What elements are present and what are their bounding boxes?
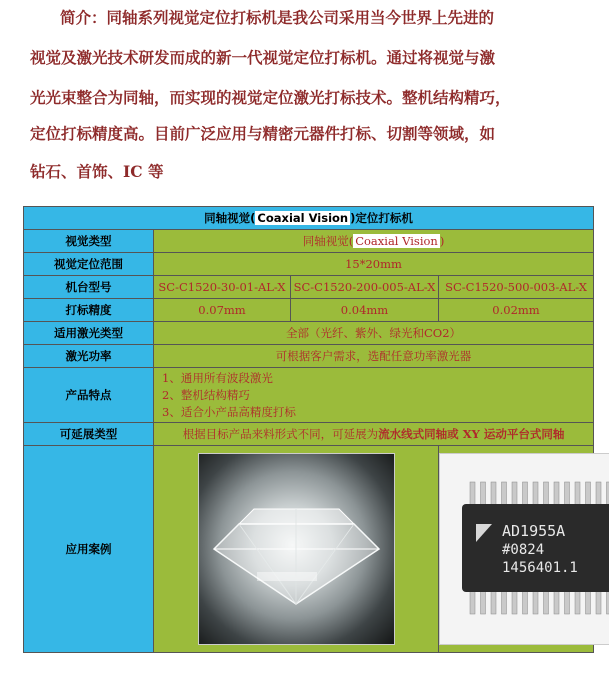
vision-range-value: 15*20mm <box>154 253 594 276</box>
chip-marking-line1: AD1955A <box>502 522 566 540</box>
value-prefix: 同轴视觉( <box>302 234 354 248</box>
model-value: SC-C1520-200-005-AL-X <box>291 276 439 299</box>
feature-item: 1、通用所有波段激光 <box>162 370 273 385</box>
table-row <box>24 299 594 322</box>
chip-pin <box>554 590 559 614</box>
chip-pin <box>544 482 549 506</box>
chip-pin <box>586 482 591 506</box>
diamond-illustration <box>199 454 394 644</box>
extension-emphasis: 流水线式同轴或 XY 运动平台式同轴 <box>378 427 565 441</box>
vision-type-value <box>154 230 594 253</box>
intro-line: 定位打标精度高。目前广泛应用与精密元器件打标、切割等领域，如 <box>30 124 496 143</box>
chip-pin <box>512 482 517 506</box>
feature-item: 2、整机结构精巧 <box>162 387 250 402</box>
model-value: SC-C1520-500-003-AL-X <box>439 276 594 299</box>
chip-pin <box>491 590 496 614</box>
case-image-cell <box>154 446 439 653</box>
value-suffix: ) <box>439 234 445 248</box>
laser-types-value: 全部（光纤、紫外、绿光和CO2） <box>154 322 594 345</box>
chip-pin <box>596 590 601 614</box>
table-row <box>24 253 594 276</box>
chip-marking-line2: #0824 <box>502 542 545 558</box>
table-row <box>24 423 594 446</box>
table-row <box>24 345 594 368</box>
extension-prefix: 根据目标产品来料形式不同，可延展为 <box>182 427 379 441</box>
case-image-cell <box>439 446 594 653</box>
chip-pin <box>544 590 549 614</box>
row-label: 适用激光类型 <box>24 322 154 345</box>
row-label: 应用案例 <box>24 446 154 653</box>
chip-pin <box>565 590 570 614</box>
row-label: 激光功率 <box>24 345 154 368</box>
precision-value: 0.04mm <box>291 299 439 322</box>
ic-chip-photo <box>439 453 609 645</box>
chip-pin <box>554 482 559 506</box>
row-label: 视觉类型 <box>24 230 154 253</box>
laser-power-value: 可根据客户需求，选配任意功率激光器 <box>154 345 594 368</box>
chip-pin <box>533 482 538 506</box>
table-title-row <box>24 207 594 230</box>
table-row <box>24 368 594 423</box>
chip-marking-line3: 1456401.1 <box>502 560 578 576</box>
intro-line: 钻石、首饰、IC 等 <box>30 162 164 181</box>
model-value: SC-C1520-30-01-AL-X <box>154 276 291 299</box>
title-prefix: 同轴视觉( <box>204 211 256 225</box>
table-row <box>24 276 594 299</box>
chip-pin <box>575 590 580 614</box>
table-title <box>24 207 594 230</box>
intro-line: 光光束整合为同轴，而实现的视觉定位激光打标技术。整机结构精巧， <box>30 88 511 107</box>
chip-pin <box>575 482 580 506</box>
chip-pin <box>533 590 538 614</box>
precision-value: 0.02mm <box>439 299 594 322</box>
chip-pin <box>523 590 528 614</box>
precision-value: 0.07mm <box>154 299 291 322</box>
diamond-photo <box>198 453 395 645</box>
chip-pin <box>523 482 528 506</box>
extension-value <box>154 423 594 446</box>
row-label: 机台型号 <box>24 276 154 299</box>
ic-chip-illustration <box>440 454 609 644</box>
features-list <box>154 368 594 423</box>
chip-pin <box>470 482 475 506</box>
title-highlight: Coaxial Vision <box>257 211 349 225</box>
intro-line: 简介：同轴系列视觉定位打标机是我公司采用当今世界上先进的 <box>60 8 495 27</box>
chip-pin <box>596 482 601 506</box>
chip-pin <box>512 590 517 614</box>
chip-pin <box>491 482 496 506</box>
intro-line: 视觉及激光技术研发而成的新一代视觉定位打标机。通过将视觉与激 <box>30 48 496 67</box>
row-label: 视觉定位范围 <box>24 253 154 276</box>
table-row <box>24 322 594 345</box>
row-label: 可延展类型 <box>24 423 154 446</box>
row-label: 产品特点 <box>24 368 154 423</box>
chip-pin <box>565 482 570 506</box>
title-suffix: )定位打标机 <box>350 211 413 225</box>
table-row <box>24 446 594 653</box>
spec-table <box>23 206 594 653</box>
chip-pin <box>470 590 475 614</box>
value-highlight: Coaxial Vision <box>355 234 438 248</box>
row-label: 打标精度 <box>24 299 154 322</box>
chip-pin <box>502 590 507 614</box>
chip-pin <box>481 590 486 614</box>
table-row <box>24 230 594 253</box>
feature-item: 3、适合小产品高精度打标 <box>162 404 296 419</box>
chip-pin <box>586 590 591 614</box>
chip-pin <box>502 482 507 506</box>
chip-pin <box>481 482 486 506</box>
